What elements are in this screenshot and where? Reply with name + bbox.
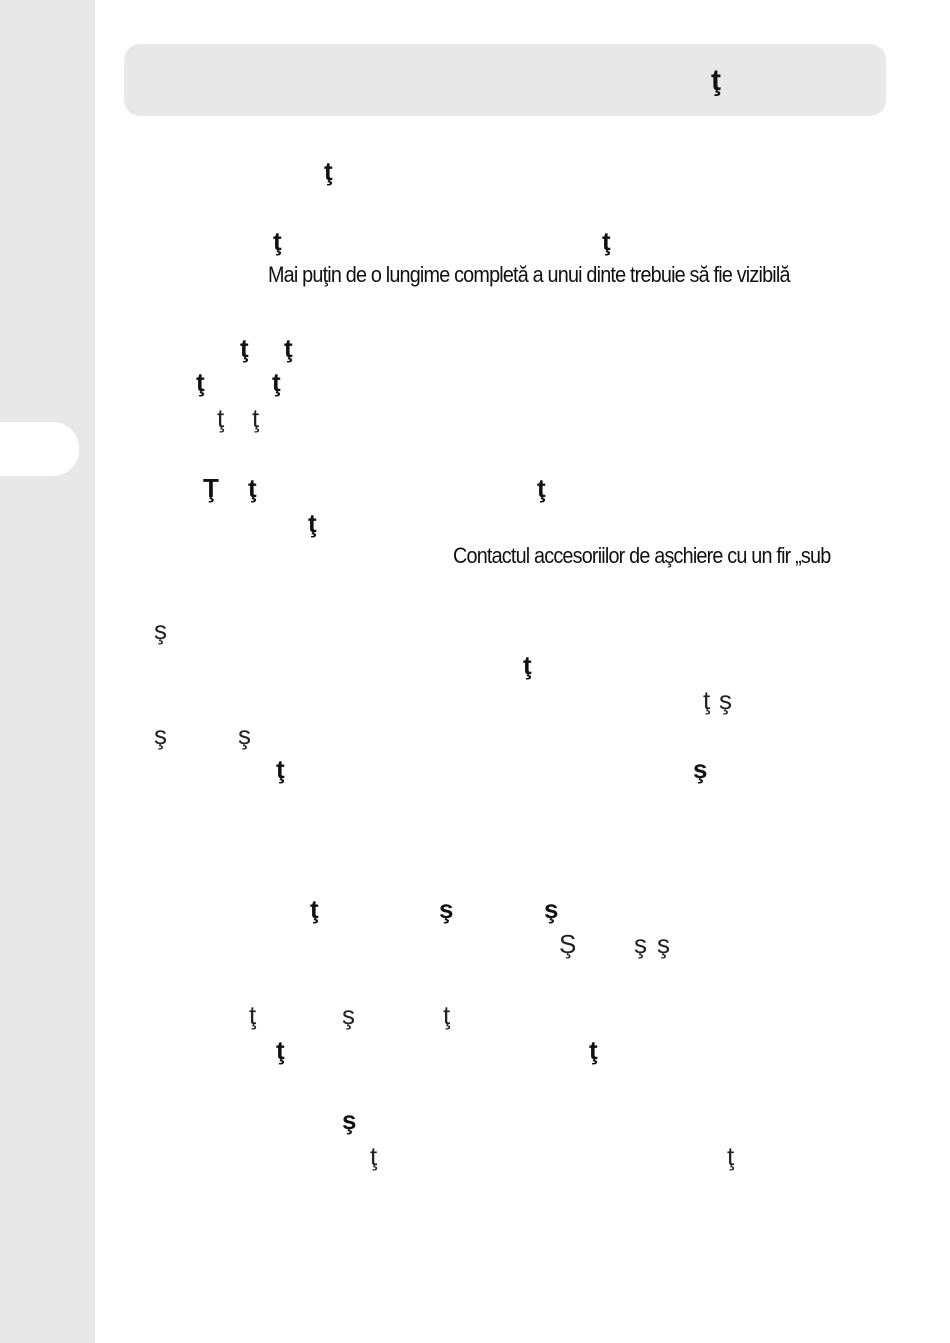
char-t-cedilla: ţ (196, 367, 205, 397)
section-tab (0, 422, 79, 476)
char-t-cedilla: ţ (523, 650, 532, 680)
char-t-cedilla: ţ (284, 333, 293, 363)
char-s-cedilla: ş (634, 929, 647, 959)
char-t-cedilla: ţ (308, 508, 317, 538)
char-t-cedilla: ţ (703, 685, 711, 715)
char-s-cedilla: ş (342, 1000, 355, 1030)
char-t-cedilla: ţ (370, 1141, 378, 1171)
char-t-cedilla: ţ (602, 226, 611, 256)
char-t-cedilla: ţ (310, 894, 319, 924)
char-s-cedilla: ş (154, 720, 167, 750)
body-sentence-1: Mai puţin de o lungime completă a unui dinte trebuie să fie vizibilă (268, 262, 790, 287)
char-t-cedilla: ţ (727, 1141, 735, 1171)
char-t-cedilla: ţ (276, 1035, 285, 1065)
char-t-cedilla: ţ (324, 156, 333, 186)
section-header-bar (124, 44, 886, 116)
char-t-cedilla: ţ (276, 754, 285, 784)
char-s-cedilla: ş (342, 1105, 357, 1135)
char-s-cedilla: ş (719, 685, 732, 715)
char-s-cedilla: ş (544, 894, 559, 924)
char-t-cedilla: ţ (249, 1000, 257, 1030)
char-t-cedilla: ţ (240, 333, 249, 363)
char-s-cedilla: ş (154, 615, 167, 645)
char-t-cedilla-upper: Ţ (203, 473, 219, 503)
char-t-cedilla: ţ (537, 473, 546, 503)
char-s-cedilla: ş (439, 894, 454, 924)
char-t-cedilla: ţ (443, 1000, 451, 1030)
char-t-cedilla: ţ (252, 403, 260, 433)
char-s-cedilla: ş (693, 754, 708, 784)
char-s-cedilla-upper: Ş (559, 929, 577, 959)
char-t-cedilla: ţ (217, 403, 225, 433)
char-t-cedilla: ţ (273, 226, 282, 256)
char-t-cedilla: ţ (589, 1035, 598, 1065)
body-sentence-2: Contactul accesoriilor de aşchiere cu un fir „sub (453, 543, 831, 568)
char-s-cedilla: ş (238, 720, 251, 750)
left-margin-band (0, 0, 95, 1343)
char-t-cedilla: ţ (272, 367, 281, 397)
char-t-cedilla: ţ (248, 473, 257, 503)
char-s-cedilla: ş (657, 929, 670, 959)
header-glyph: ţ (711, 64, 721, 97)
